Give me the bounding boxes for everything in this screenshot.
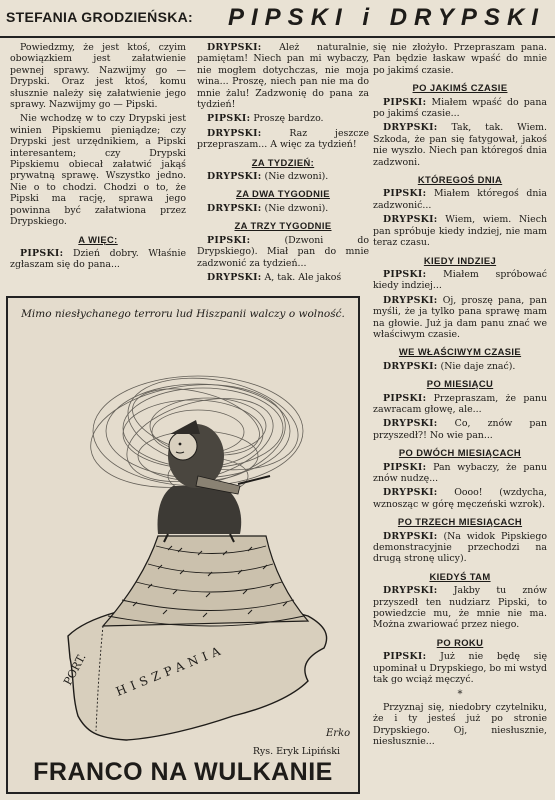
- dialogue-line: [197, 128, 369, 151]
- speaker-label: DRYPSKI:: [207, 271, 262, 283]
- speaker-label: PIPSKI:: [383, 96, 427, 108]
- dialogue-line: [373, 97, 547, 120]
- speaker-label: DRYPSKI:: [207, 202, 262, 214]
- speaker-label: DRYPSKI:: [383, 294, 438, 306]
- paragraph: Przyznaj się, niedobry czytelniku, że i ty jesteś już po stronie Drypskiego. Oj, niesłusznie, niesłusznie...: [373, 701, 547, 748]
- dialogue-line: [197, 235, 369, 269]
- dialogue-line: [373, 487, 547, 510]
- paragraph: się nie złożyło. Przepraszam pana. Pan będzie łaskaw wpaść do mnie po jakimś czasie.: [373, 42, 547, 76]
- dialogue-text: Co, znów pan przyszedł?! No wie pan...: [373, 418, 547, 441]
- speaker-label: PIPSKI:: [20, 247, 64, 259]
- dialogue-line: [197, 171, 369, 182]
- dialogue-line: [373, 531, 547, 565]
- dialogue-line: [197, 203, 369, 214]
- map-label-portugal: PORT.: [61, 651, 89, 688]
- dialogue-line: [373, 418, 547, 441]
- section-heading: PO ROKU: [436, 636, 484, 648]
- section-heading: KIEDY INDZIEJ: [423, 254, 497, 266]
- speaker-label: DRYPSKI:: [383, 122, 438, 134]
- franco-figure: [158, 420, 270, 542]
- paragraph: Nie wchodzę w to czy Drypski jest winien Pipskiemu pieniądze; czy Drypski jest urzędnikiem, a Pipski interesantem; czy Drypski Pipskiemu obiecał załatwić jakąś prywatną sprawę. Wszystko jedno. Nie o to chodzi. Chodzi o to, że Pipski ma rację, sprawa jego powinna być załatwiona przez Drypskiego.: [10, 113, 186, 228]
- speaker-label: DRYPSKI:: [383, 487, 438, 499]
- section-heading: ZA TYDZIEŃ:: [251, 156, 315, 168]
- dialogue-text: Miałem któregoś dnia zadzwonić...: [373, 188, 547, 211]
- article-header: [0, 0, 555, 38]
- article-title: PIPSKI i DRYPSKI: [228, 4, 545, 31]
- speaker-label: PIPSKI:: [207, 234, 251, 246]
- dialogue-text: Miałem wpaść do pana po jakimś czasie...: [373, 96, 547, 120]
- cartoon-title: FRANCO NA WULKANIE: [33, 758, 333, 786]
- dialogue-line: [373, 188, 547, 211]
- speaker-label: DRYPSKI:: [207, 171, 262, 183]
- paragraph: Powiedzmy, że jest ktoś, czyim obowiązkiem jest załatwienie pewnej sprawy. Nazwijmy go — Drypski. Oraz jest ktoś, komu słusznie należy się załatwienie jego sprawy. Nazwijmy go — Pipski.: [10, 42, 186, 111]
- dialogue-line: [10, 248, 186, 271]
- speaker-label: PIPSKI:: [383, 461, 427, 473]
- speaker-label: PIPSKI:: [383, 392, 427, 404]
- dialogue-text: Wiem, wiem. Niech pan spróbuje kiedy indziej, nie mam teraz czasu.: [373, 214, 548, 249]
- section-heading: PO MIESIĄCU: [426, 378, 494, 390]
- author-name: STEFANIA GRODZIEŃSKA:: [6, 9, 194, 25]
- dialogue-line: [373, 393, 547, 416]
- dialogue-line: [197, 272, 369, 283]
- dialogue-text: Raz jeszcze przepraszam... A więc za tydzień!: [197, 127, 369, 151]
- section-heading: PO TRZECH MIESIĄCACH: [397, 516, 523, 528]
- column-1: [10, 42, 186, 274]
- dialogue-text: Pan wybaczy, że panu znów nudzę...: [373, 461, 547, 484]
- dialogue-text: A, tak. Ale jakoś: [264, 271, 342, 283]
- dialogue-text: (Dzwoni do Drypskiego). Miał pan do mnie zadzwonić za tydzień...: [197, 234, 369, 269]
- speaker-label: PIPSKI:: [383, 268, 427, 280]
- dialogue-line: [373, 585, 547, 631]
- section-heading: ZA DWA TYGODNIE: [236, 188, 330, 200]
- section-heading: WE WŁAŚCIWYM CZASIE: [398, 346, 522, 358]
- dialogue-line: [373, 462, 547, 485]
- column-3: [373, 42, 547, 751]
- artist-signature: Erko: [326, 728, 351, 739]
- section-heading: PO DWÓCH MIESIĄCACH: [398, 447, 522, 459]
- dialogue-text: Dzień dobry. Właśnie zgłaszam się do pana...: [10, 247, 186, 271]
- dialogue-text: Już nie będę się upominał u Drypskiego, bo mi wstyd tak go wciąż męczyć.: [373, 651, 547, 686]
- speaker-label: DRYPSKI:: [207, 127, 262, 139]
- dialogue-text: Jakby tu znów przyszedł ten nudziarz Pipski, to powiedzcie mu, że mnie nie ma. Można zwariować przez niego.: [373, 585, 547, 631]
- dialogue-line: [373, 295, 547, 341]
- dialogue-line: [373, 122, 547, 168]
- section-heading: PO JAKIMŚ CZASIE: [412, 82, 508, 94]
- dialogue-line: [373, 214, 547, 248]
- cartoon-illustration: [8, 336, 358, 746]
- dialogue-text: Oj, proszę pana, pan myśli, że ja tylko pana sprawę mam na głowie. Już ja dam panu znać we właściwym czasie.: [373, 294, 547, 340]
- dialogue-text: Ależ naturalnie, pamiętam! Niech pan mi wybaczy, nie mogłem dotychczas, nie moja wina... Proszę, niech pan nie ma do mnie żalu! Zadzwonię do pana za tydzień!: [197, 42, 369, 111]
- dialogue-text: Przepraszam, że panu zawracam głowę, ale...: [373, 392, 547, 415]
- dialogue-line: [197, 42, 369, 110]
- dialogue-text: Miałem spróbować kiedy indziej...: [373, 268, 547, 292]
- speaker-label: PIPSKI:: [383, 188, 427, 200]
- volcano: [103, 536, 308, 626]
- section-heading: ZA TRZY TYGODNIE: [234, 220, 332, 232]
- dialogue-text: (Nie daje znać).: [440, 360, 516, 372]
- dialogue-line: [373, 269, 547, 292]
- speaker-label: DRYPSKI:: [383, 360, 438, 372]
- dialogue-text: Tak, tak. Wiem. Szkoda, że pan się fatygował, jakoś nie wyszło. Niech pan któregoś dnia zadzwoni.: [373, 122, 548, 168]
- section-heading: KIEDYŚ TAM: [429, 570, 491, 582]
- dialogue-line: [197, 113, 369, 124]
- speaker-label: PIPSKI:: [207, 113, 251, 125]
- section-heading: A WIĘC:: [78, 233, 118, 245]
- speaker-label: PIPSKI:: [383, 651, 427, 663]
- speaker-label: DRYPSKI:: [383, 418, 438, 430]
- speaker-label: DRYPSKI:: [383, 214, 438, 226]
- dialogue-text: Oooo! (wzdycha, wznosząc w górę męczeński wzrok).: [373, 487, 547, 510]
- dialogue-text: Proszę bardzo.: [253, 113, 324, 125]
- illustration-credit: Rys. Eryk Lipiński: [252, 746, 340, 757]
- section-separator: *: [457, 688, 463, 700]
- dialogue-text: (Na widok Pipskiego demonstracyjnie przechodzi na drugą stronę ulicy).: [373, 530, 547, 565]
- map-label-spain: HISZPANIA: [113, 642, 227, 699]
- dialogue-line: [373, 651, 547, 685]
- cartoon-caption: Mimo niesłychanego terroru lud Hiszpanii walczy o wolność.: [21, 308, 345, 320]
- speaker-label: DRYPSKI:: [383, 585, 438, 597]
- dialogue-line: [373, 361, 547, 372]
- cartoon-panel: [6, 296, 360, 794]
- speaker-label: DRYPSKI:: [207, 42, 262, 53]
- column-2: [197, 42, 369, 286]
- dialogue-text: (Nie dzwoni).: [264, 202, 329, 214]
- dialogue-text: (Nie dzwoni).: [264, 171, 329, 183]
- speaker-label: DRYPSKI:: [383, 530, 438, 542]
- section-heading: KTÓREGOŚ DNIA: [417, 174, 503, 186]
